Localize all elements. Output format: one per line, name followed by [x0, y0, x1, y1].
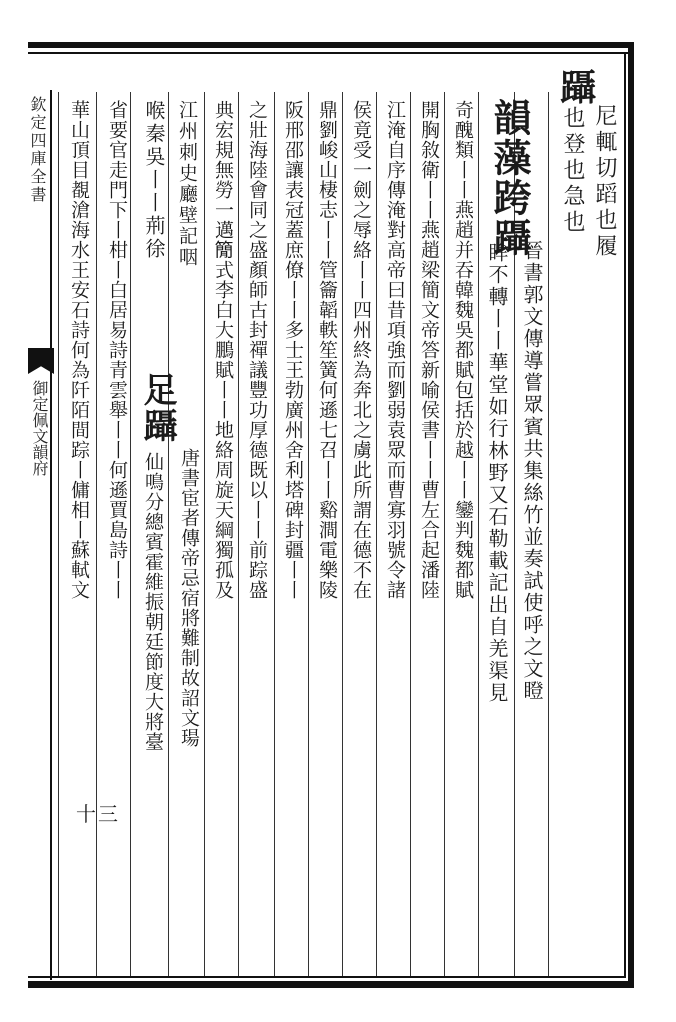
text-column-14: 省要官走門下丨柑丨白居易詩青雲舉丨丨何遜賈島詩丨丨	[106, 100, 128, 600]
gutter-volume-title: 御定佩文韻府	[30, 380, 49, 476]
frame-inner-top-rule	[28, 52, 628, 54]
text-column-8: 阪邢邵讓表冠蓋庶僚丨丨多士王勃廣州舍利塔碑封疆丨丨	[282, 100, 304, 600]
text-column-4: 開胸敘衛丨丨燕趙梁簡文帝答新喻侯書丨丨曹左合起潘陸	[418, 100, 440, 600]
text-column-1	[487, 98, 532, 258]
column-rule	[410, 92, 411, 976]
text-column-6: 侯竟受一劍之辱絡丨丨四州終為奔北之虜此所謂在德不在	[350, 100, 372, 600]
text-column-1-body: 晉書郭文傳導嘗眾賓共集絲竹並奏試使呼之文瞪	[520, 240, 544, 702]
entry-gloss-1: 尼輒切蹈也履	[592, 104, 617, 260]
column-rule	[274, 92, 275, 976]
section-heading-2: 足躡	[137, 372, 177, 444]
text-column-10: 典宏規無勞一邁𥳑式李白大鵬賦丨丨地絡周旋天綱獨孤及	[212, 100, 234, 600]
entry-gloss-2: 也登也急也	[560, 106, 585, 236]
text-column-7: 鼎劉峻山棲志丨丨管籥韜軼笙簧何遜七召丨丨谿澗電樂陵	[316, 100, 338, 600]
entry-head-char: 躡	[560, 67, 597, 109]
text-column-15: 華山頂目覩滄海水王安石詩何為阡陌間踪丨傭相丨蘇軾文	[68, 100, 90, 600]
column-rule	[204, 92, 205, 976]
column-rule	[478, 92, 479, 976]
column-rule	[342, 92, 343, 976]
column-rule	[168, 92, 169, 976]
text-column-11-lower: 唐書宦者傳帝忌宿將難制故詔文瑒	[178, 448, 200, 748]
column-rule	[548, 92, 549, 976]
gutter-rule	[50, 90, 52, 980]
frame-inner-bottom-rule	[28, 976, 626, 978]
column-rule	[308, 92, 309, 976]
text-column-2: 眸不轉丨丨華堂如行林野又石勒載記出自羌渠見	[485, 242, 509, 704]
column-rule	[58, 92, 59, 976]
text-column-12-head	[137, 372, 177, 444]
column-rule	[130, 92, 131, 976]
text-column-12-upper: 喉秦吳丨丨荊徐	[142, 100, 166, 261]
column-rule	[444, 92, 445, 976]
column-rule	[238, 92, 239, 976]
column-rule	[376, 92, 377, 976]
section-heading: 韻藻跨躡	[487, 98, 532, 258]
text-column-9: 之壯海陸會同之盛顏師古封禪議豐功厚德既以丨丨前踪盛	[246, 100, 268, 600]
text-column-5: 江淹自序傳淹對高帝曰昔項強而劉弱袁眾而曹寡羽號令諸	[384, 100, 406, 600]
frame-inner-right-rule	[624, 52, 626, 978]
column-rule	[96, 92, 97, 976]
gutter-book-title: 欽定四庫全書	[28, 96, 47, 204]
text-column-11: 江州刺史廳壁記咽	[176, 100, 198, 268]
text-column-3: 奇醜類丨丨燕趙并吞韓魏吳都賦包括於越丨丨鑾判魏都賦	[452, 100, 474, 600]
text-column-13: 仙鳴分總賓霍維振朝廷節度大將臺	[142, 452, 164, 752]
page-number: 十三	[76, 802, 120, 826]
